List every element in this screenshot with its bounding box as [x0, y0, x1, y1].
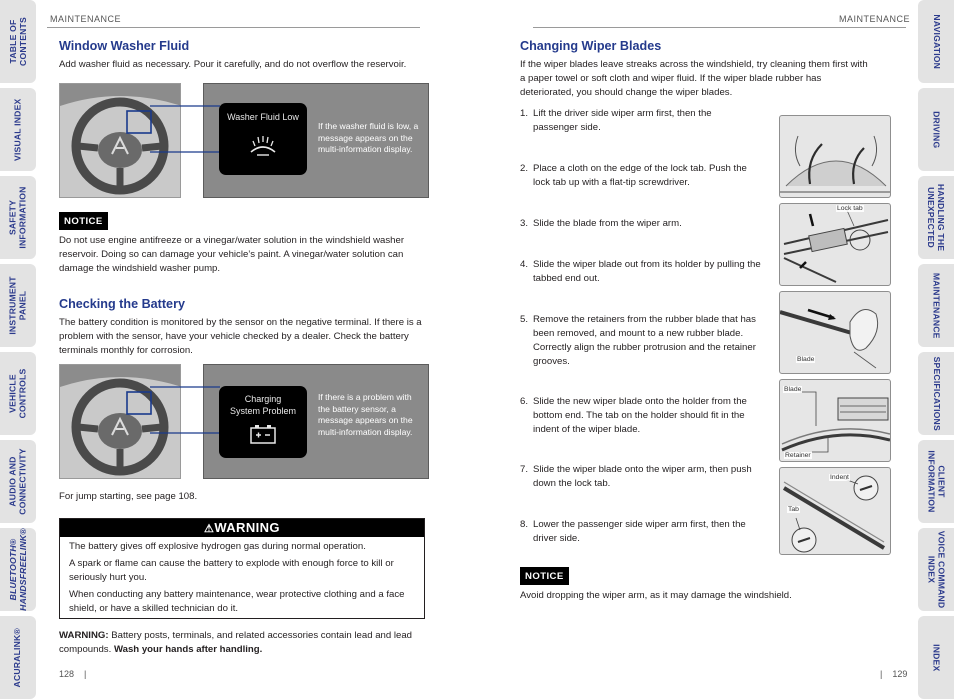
- wiper-arms-diagram: [779, 115, 891, 198]
- washer-fluid-body: Add washer fluid as necessary. Pour it carefully, and do not overflow the reservoir.: [59, 59, 407, 70]
- lead-warning-text: [59, 629, 433, 657]
- washer-notice-text: Do not use engine antifreeze or a vinegar/water solution in the windshield washer reservoir. Doing so can damage your vehicle’s paint. A vinegar/water solution can damage the windshield washer pump.: [59, 235, 405, 274]
- step-text: Lower the passenger side wiper arm first, then the driver side.: [533, 519, 746, 544]
- step-6: [520, 395, 766, 439]
- retainer-label: Retainer: [785, 452, 811, 459]
- page-number-divider: |: [84, 669, 87, 679]
- step-number: 2.: [520, 163, 529, 174]
- warning-line-2: A spark or flame can cause the battery to explode with enough force to kill or seriously hurt you.: [69, 558, 394, 583]
- warning-box: [59, 518, 425, 619]
- tab-maintenance[interactable]: [918, 264, 954, 347]
- step-text: Slide the wiper blade onto the wiper arm, then push down the lock tab.: [533, 464, 752, 489]
- left-page-header: MAINTENANCE: [50, 14, 122, 24]
- notice-badge-washer: NOTICE: [59, 212, 108, 230]
- lock-tab-illustration: [780, 204, 891, 286]
- tab-label: AUDIO AND CONNECTIVITY: [7, 448, 28, 515]
- step-text: Place a cloth on the edge of the lock tab. Push the lock tab up with a flat-tip screwdriver.: [533, 163, 747, 188]
- tab-label: VOICE COMMAND INDEX: [927, 530, 947, 609]
- wiper-notice-text: Avoid dropping the wiper arm, as it may damage the windshield.: [520, 590, 792, 601]
- step-7: [520, 463, 766, 493]
- tab-navigation[interactable]: [918, 0, 954, 83]
- tab-safety-information[interactable]: [0, 176, 36, 259]
- right-section-tabs: [918, 0, 954, 699]
- step-number: 4.: [520, 259, 529, 270]
- tab-label: NAVIGATION: [931, 14, 942, 69]
- battery-caption: If there is a problem with the battery sensor, a message appears on the multi-information display.: [318, 392, 413, 437]
- step-number: 8.: [520, 519, 529, 530]
- warning-title: WARNING: [214, 520, 280, 535]
- lead-warning-label: WARNING:: [59, 630, 109, 641]
- indent-tab-diagram: [779, 467, 891, 555]
- warning-triangle-icon: ⚠: [204, 523, 215, 535]
- step-text: Slide the blade from the wiper arm.: [533, 218, 682, 229]
- tab-table-of-contents[interactable]: [0, 0, 36, 83]
- left-header-rule: [47, 27, 420, 28]
- step-text: Slide the new wiper blade onto the holder from the bottom end. The tab on the holder should fit in the indent of the wiper blade.: [533, 396, 747, 435]
- left-page-number: [59, 669, 86, 679]
- blade-removal-diagram: [779, 291, 891, 374]
- left-section-tabs: [0, 0, 36, 699]
- washer-fluid-icon: [248, 132, 278, 158]
- step-number: 6.: [520, 396, 529, 407]
- windshield-illustration: [780, 116, 891, 198]
- tab-bluetooth-handsfreelink[interactable]: [0, 528, 36, 611]
- battery-mid-screen: [219, 386, 307, 458]
- washer-fluid-title: Window Washer Fluid: [59, 39, 190, 53]
- washer-screen-text: Washer Fluid Low: [227, 112, 299, 122]
- tab-label: MAINTENANCE: [931, 272, 942, 339]
- step-3: [520, 217, 766, 233]
- tab-vehicle-controls[interactable]: [0, 352, 36, 435]
- tab-visual-index[interactable]: [0, 88, 36, 171]
- tab-label: VISUAL INDEX: [12, 98, 23, 161]
- tab-label: Tab: [788, 506, 799, 513]
- warning-header: [60, 519, 424, 537]
- tab-handling-unexpected[interactable]: [918, 176, 954, 259]
- tab-label: TABLE OF CONTENTS: [7, 17, 27, 66]
- step-number: 5.: [520, 314, 529, 325]
- tab-acuralink[interactable]: [0, 616, 36, 699]
- right-page-header: MAINTENANCE: [839, 14, 911, 24]
- step-number: 7.: [520, 464, 529, 475]
- indent-label: Indent: [830, 474, 849, 481]
- blade-label-b: Blade: [784, 386, 802, 393]
- step-text: Remove the retainers from the rubber blade that has been removed, and mount to a new rubber blade. Correctly align the rubber protrusion and the retainer grooves.: [533, 314, 756, 367]
- tab-label: DRIVING: [931, 110, 942, 149]
- tab-client-information[interactable]: [918, 440, 954, 523]
- page-number-value: 128: [59, 669, 75, 679]
- step-number: 1.: [520, 108, 529, 119]
- page-number-value: 129: [892, 669, 908, 679]
- washer-caption: If the washer fluid is low, a message appears on the multi-information display.: [318, 121, 419, 154]
- lock-tab-diagram: [779, 203, 891, 286]
- tab-label: VEHICLE CONTROLS: [7, 368, 28, 419]
- tab-voice-command-index[interactable]: [918, 528, 954, 611]
- washer-mid-screen: [219, 103, 307, 175]
- step-text: Lift the driver side wiper arm first, then the passenger side.: [533, 108, 712, 133]
- lead-warning-body: Battery posts, terminals, and related accessories contain lead and lead compounds.: [59, 630, 413, 655]
- tab-label: HANDLING THE UNEXPECTED: [927, 183, 947, 252]
- step-1: [520, 107, 756, 137]
- tab-index[interactable]: [918, 616, 954, 699]
- wiper-intro: If the wiper blades leave streaks across the windshield, try cleaning them first with a paper towel or soft cloth and wiper fluid. If the wiper blade rubber has deteriorated, you should change the wiper blades.: [520, 59, 868, 98]
- blade-label-a: Blade: [797, 356, 815, 363]
- tab-driving[interactable]: [918, 88, 954, 171]
- step-number: 3.: [520, 218, 529, 229]
- right-page-number: [880, 669, 907, 679]
- tab-label: INDEX: [931, 643, 942, 672]
- washer-callout-lines: [150, 105, 220, 153]
- jump-start-reference[interactable]: For jump starting, see page 108.: [59, 491, 198, 502]
- tab-label: ACURALINK®: [12, 627, 23, 688]
- tab-label: INSTRUMENT PANEL: [7, 276, 27, 335]
- notice-badge-wiper: NOTICE: [520, 567, 569, 585]
- tab-specifications[interactable]: [918, 352, 954, 435]
- tab-label: SPECIFICATIONS: [931, 356, 942, 431]
- step-4: [520, 258, 766, 288]
- warning-line-1: The battery gives off explosive hydrogen gas during normal operation.: [69, 541, 366, 552]
- tab-label: CLIENT INFORMATION: [927, 450, 947, 513]
- warning-line-3: When conducting any battery maintenance, wear protective clothing and a face shield, or have a skilled technician do it.: [69, 589, 405, 614]
- tab-audio-connectivity[interactable]: [0, 440, 36, 523]
- battery-icon: [248, 422, 278, 446]
- battery-title: Checking the Battery: [59, 297, 185, 311]
- battery-screen-text-2: System Problem: [229, 406, 297, 416]
- battery-body: The battery condition is monitored by the sensor on the negative terminal. If there is a problem with the sensor, have your vehicle checked by a dealer. Check the battery terminals monthly for corrosion.: [59, 317, 422, 356]
- tab-label: SAFETY INFORMATION: [7, 186, 28, 249]
- right-header-rule: [533, 27, 906, 28]
- retainer-diagram: [779, 379, 891, 462]
- wiper-title: Changing Wiper Blades: [520, 39, 662, 53]
- battery-callout-lines: [150, 386, 220, 434]
- tab-label: BLUETOOTH® HANDSFREELINK®: [7, 528, 28, 611]
- page-number-divider: |: [880, 669, 883, 679]
- step-2: [520, 162, 766, 192]
- tab-instrument-panel[interactable]: [0, 264, 36, 347]
- lock-tab-label: Lock tab: [837, 205, 863, 212]
- step-5: [520, 313, 766, 371]
- lead-warning-bold: Wash your hands after handling.: [113, 644, 263, 655]
- step-text: Slide the wiper blade out from its holder by pulling the tabbed end out.: [533, 259, 761, 284]
- battery-screen-text-1: Charging: [244, 394, 282, 404]
- step-8: [520, 518, 766, 548]
